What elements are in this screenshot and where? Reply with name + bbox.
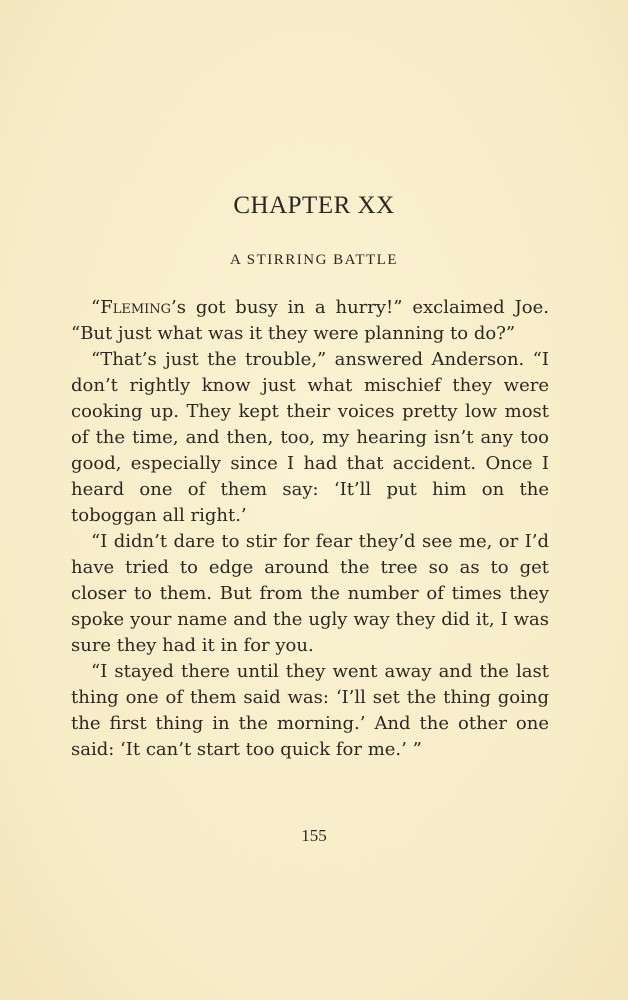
chapter-subtitle: A STIRRING BATTLE xyxy=(230,252,398,268)
paragraph-1-open-quote: “ xyxy=(91,297,101,318)
paragraph-1-text: ’s got busy in a hurry!” exclaimed Joe. “But just what was it they were planning to do?” xyxy=(71,297,549,344)
chapter-body xyxy=(71,295,549,763)
chapter-title: CHAPTER XX xyxy=(233,192,395,219)
paragraph-3: “I didn’t dare to stir for fear they’d see me, or I’d have tried to edge around the tree so as to get closer to them. But from the number of times they spoke your name and the ugly way they did it, I was sure they had it in for you. xyxy=(71,531,549,656)
page-number: 155 xyxy=(301,826,327,845)
paragraph-1 xyxy=(71,295,549,347)
paragraph-1-lead-word: Fleming xyxy=(100,297,172,318)
paragraph-4: “I stayed there until they went away and the last thing one of them said was: ‘I’ll set the thing going the first thing in the morning.’ And the other one said: ‘It can’t start too quick for me.’ ” xyxy=(71,661,549,760)
paragraph-2: “That’s just the trouble,” answered Anderson. “I don’t rightly know just what mischief they were cooking up. They kept their voices pretty low most of the time, and then, too, my hearing isn’t any too good, especially since I had that accident. Once I heard one of them say: ‘It’ll put him on the toboggan all right.’ xyxy=(71,349,549,526)
